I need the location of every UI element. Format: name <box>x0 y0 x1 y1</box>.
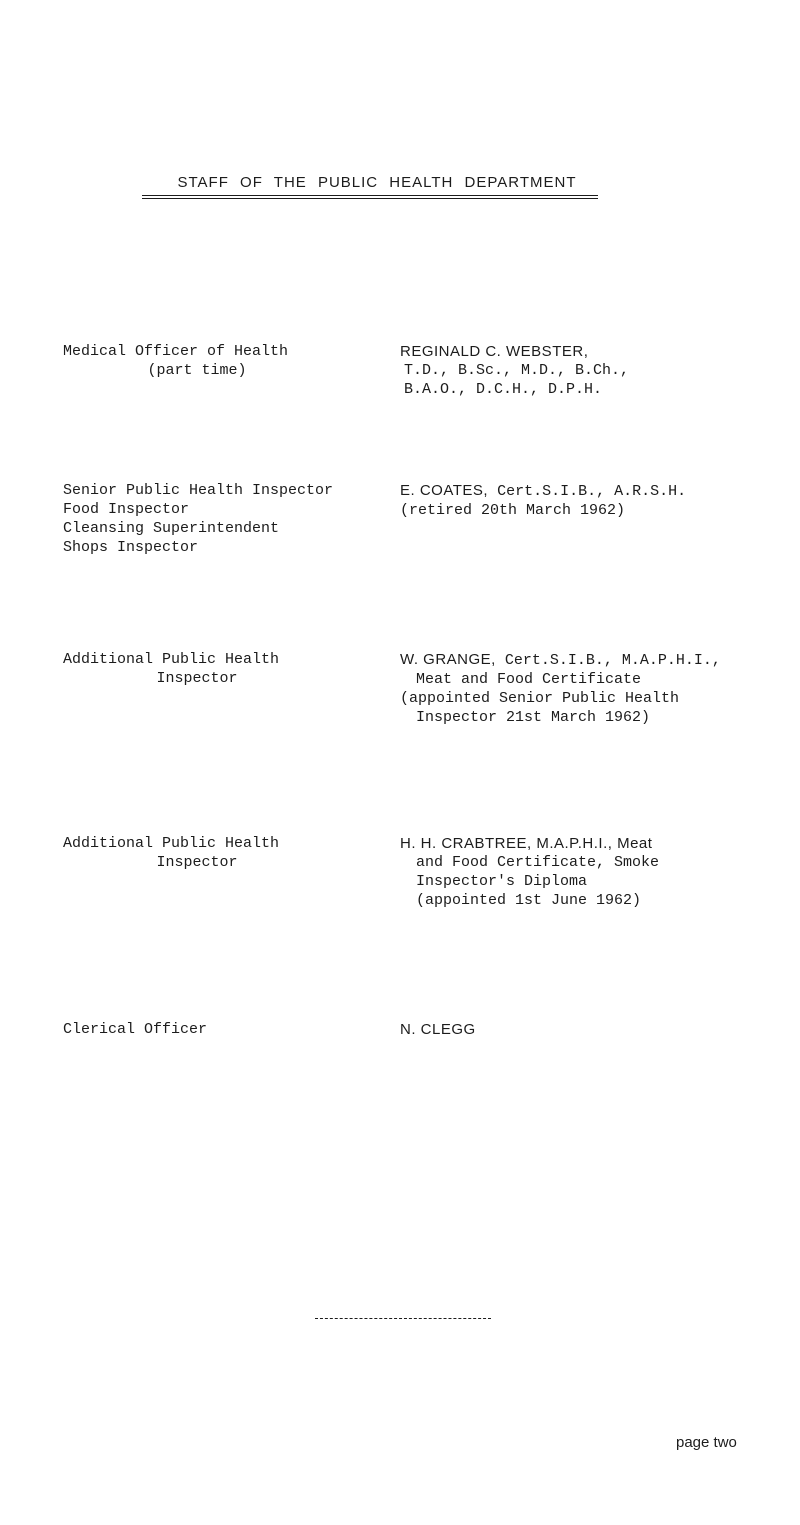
staff-name: N. CLEGG <box>400 1021 476 1038</box>
staff-holder <box>400 1020 790 1039</box>
staff-qualification: Cert.S.I.B., A.R.S.H. <box>497 483 687 500</box>
staff-role <box>63 834 393 872</box>
staff-note: (retired 20th March 1962) <box>400 502 626 519</box>
staff-role <box>63 650 393 688</box>
role-line: Additional Public Health <box>63 835 280 852</box>
staff-note: Inspector 21st March 1962) <box>416 709 651 726</box>
staff-name: E. COATES, <box>400 482 489 499</box>
staff-note: (appointed Senior Public Health <box>400 690 680 707</box>
role-line: Senior Public Health Inspector <box>63 482 334 499</box>
staff-qualification: and Food Certificate, Smoke <box>416 854 660 871</box>
role-line: (part time) <box>147 362 247 379</box>
role-line: Shops Inspector <box>63 539 199 556</box>
staff-note: (appointed 1st June 1962) <box>416 892 642 909</box>
staff-qualification: Cert.S.I.B., M.A.P.H.I., <box>504 652 721 669</box>
role-line: Additional Public Health <box>63 651 280 668</box>
staff-role <box>63 1020 393 1039</box>
staff-holder <box>400 342 790 399</box>
title-double-underline <box>142 198 598 199</box>
page-number: page two <box>676 1434 737 1451</box>
page-title: STAFF OF THE PUBLIC HEALTH DEPARTMENT <box>177 174 577 191</box>
role-line: Clerical Officer <box>63 1021 208 1038</box>
staff-qualification: Inspector's Diploma <box>416 873 588 890</box>
title-underline <box>142 195 598 196</box>
staff-holder <box>400 481 790 520</box>
staff-qualification: B.A.O., D.C.H., D.P.H. <box>404 381 603 398</box>
staff-role <box>63 481 393 557</box>
staff-holder <box>400 650 790 727</box>
staff-qualification: T.D., B.Sc., M.D., B.Ch., <box>404 362 630 379</box>
staff-name: REGINALD C. WEBSTER, <box>400 343 589 360</box>
staff-name: H. H. CRABTREE, M.A.P.H.I., Meat <box>400 835 653 852</box>
staff-role <box>63 342 393 380</box>
staff-name: W. GRANGE, <box>400 651 496 668</box>
staff-qualification: Meat and Food Certificate <box>416 671 642 688</box>
section-divider <box>315 1318 491 1319</box>
role-line: Medical Officer of Health <box>63 343 289 360</box>
staff-holder <box>400 834 790 910</box>
role-line: Inspector <box>156 670 238 687</box>
role-line: Food Inspector <box>63 501 190 518</box>
role-line: Cleansing Superintendent <box>63 520 280 537</box>
role-line: Inspector <box>156 854 238 871</box>
